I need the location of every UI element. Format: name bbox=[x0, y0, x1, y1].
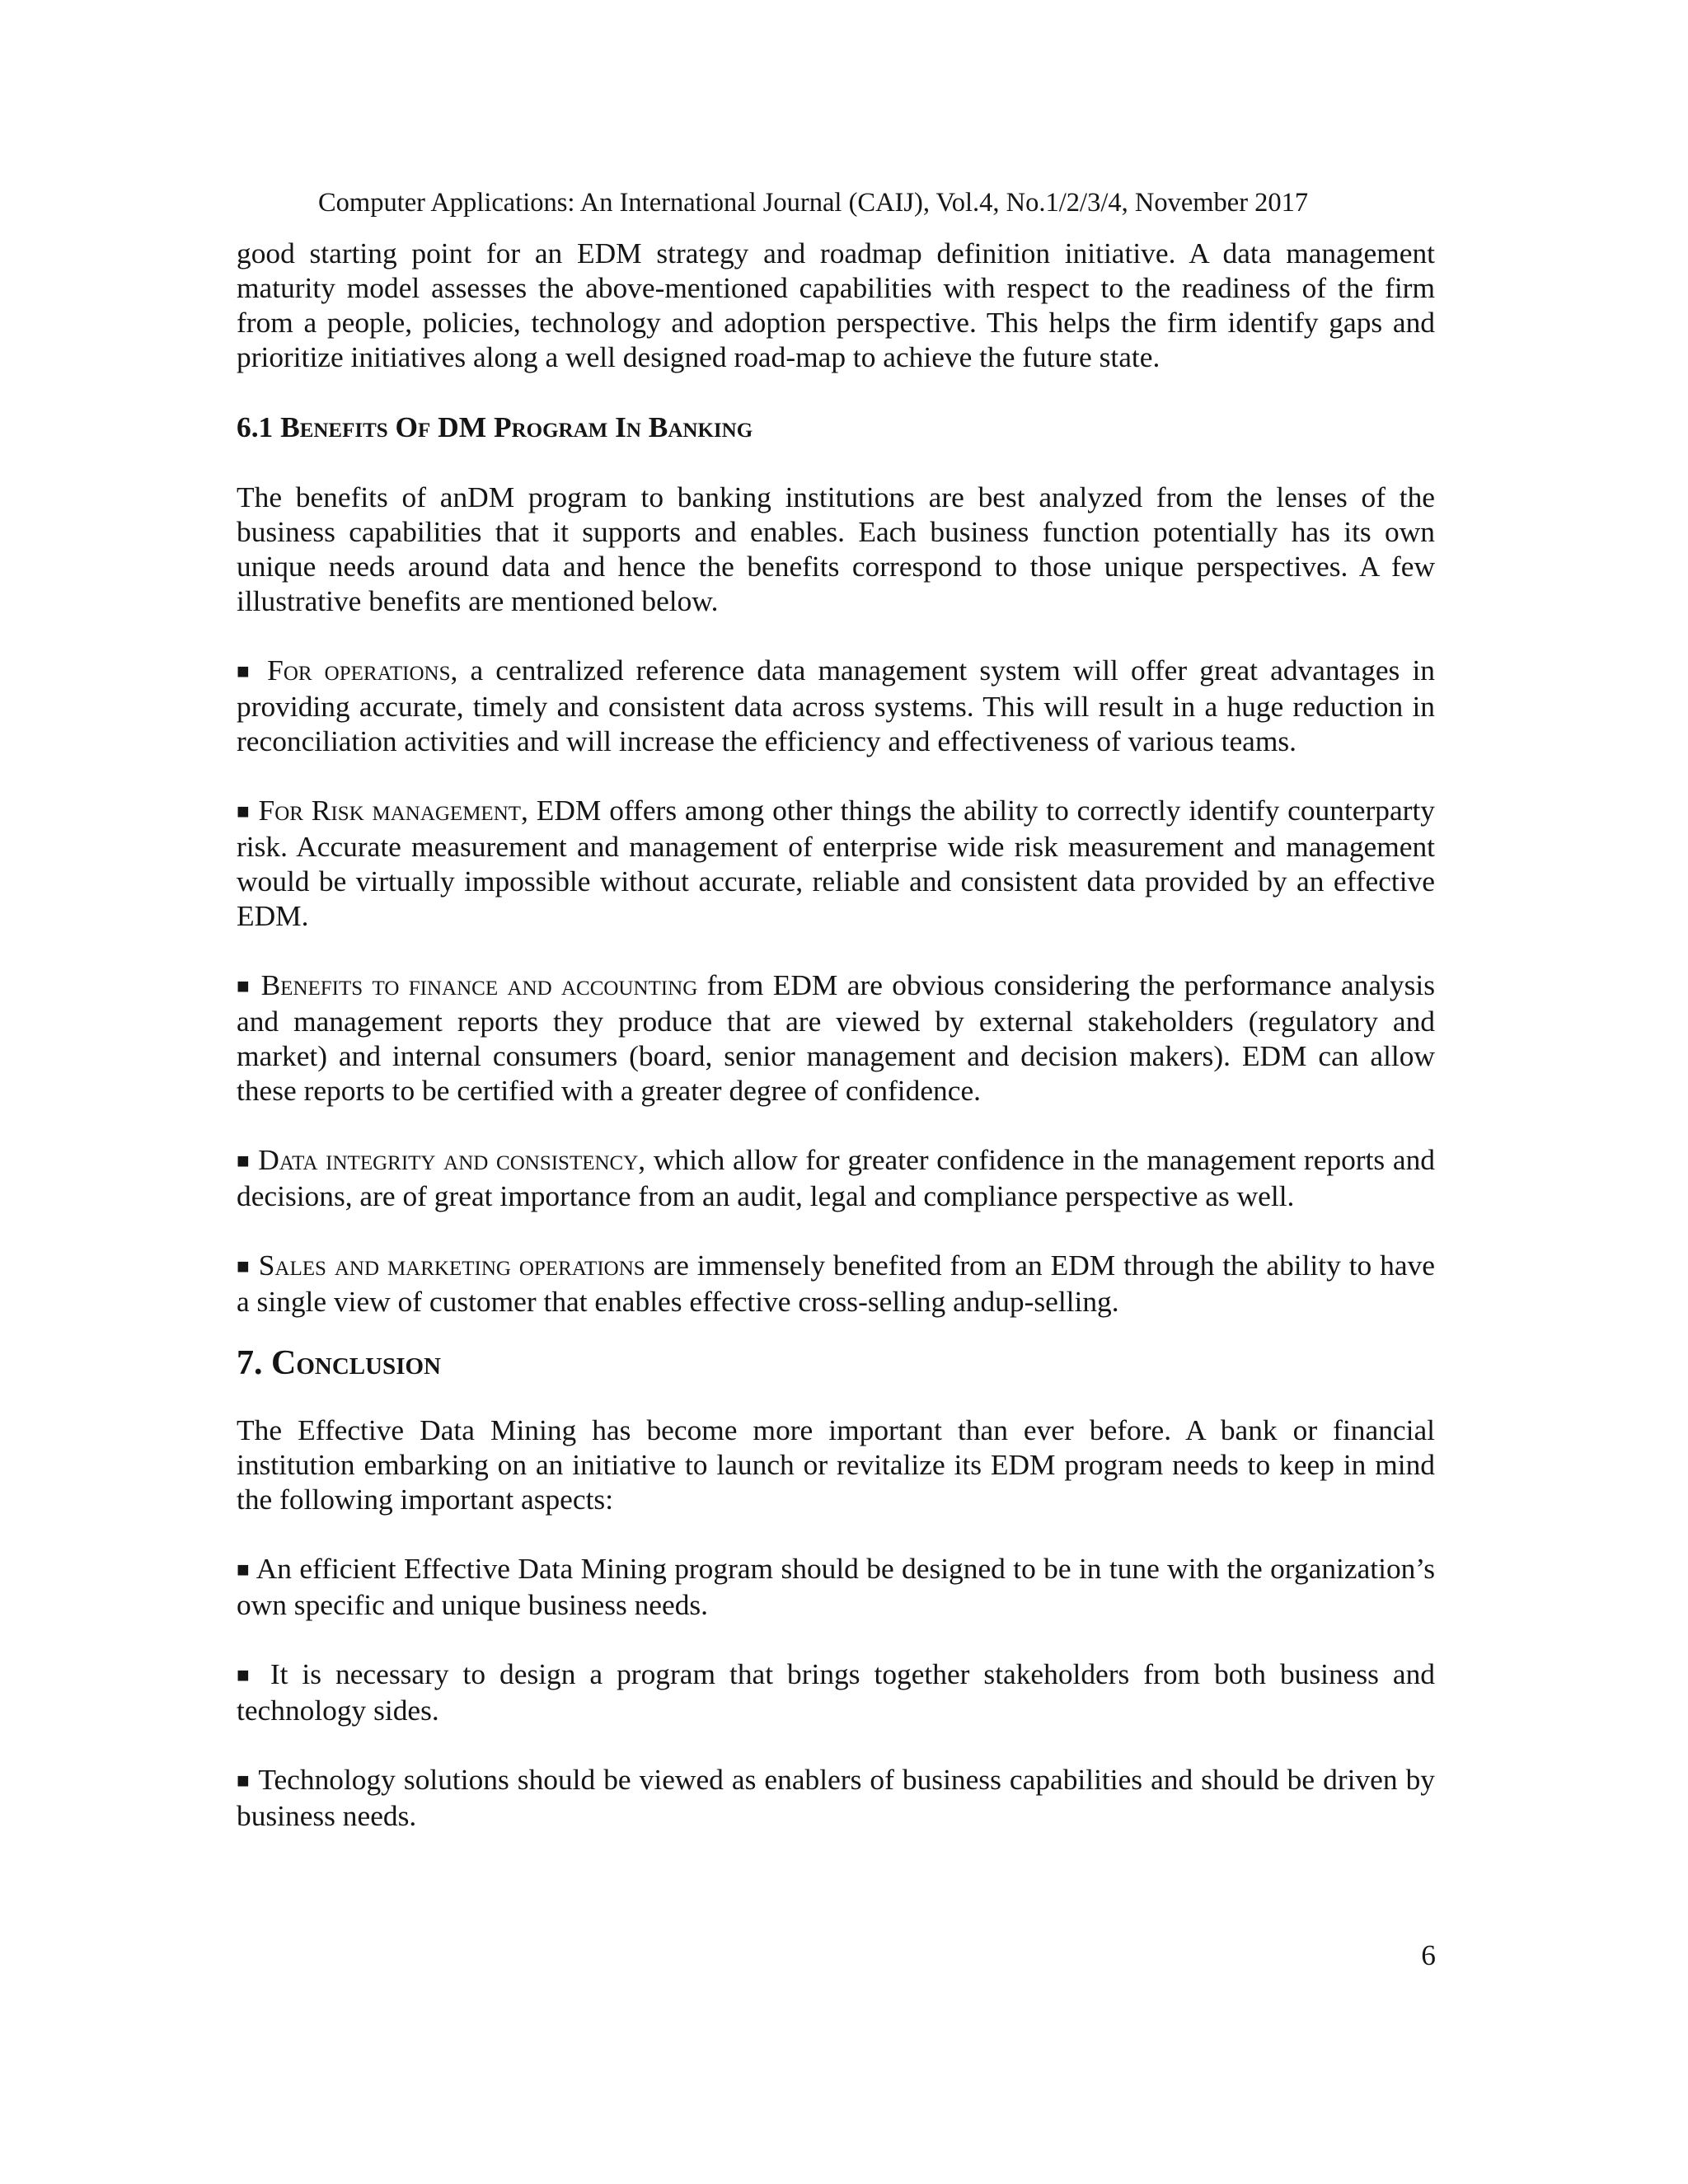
conclusion-text: An efficient Effective Data Mining program should be designed to be in tune with the organization’s own specific and unique business needs. bbox=[237, 1552, 1435, 1621]
benefit-text: , a centralized reference data management system will offer great advantages in providing accurate, timely and consistent data across systems. This will result in a huge reduction in reconciliation activities and will increase the efficiency and effectiveness of various teams. bbox=[237, 654, 1435, 757]
bullet-square-icon: ■ bbox=[237, 1149, 251, 1173]
benefit-item-data-integrity bbox=[237, 1142, 1435, 1213]
benefit-text: , which allow for greater confidence in the management reports and decisions, are of great importance from an audit, legal and compliance perspective as well. bbox=[237, 1143, 1435, 1212]
page-body bbox=[237, 236, 1435, 1833]
benefit-lead-term: For Risk management bbox=[258, 794, 522, 827]
benefit-item-finance bbox=[237, 968, 1435, 1108]
page-number: 6 bbox=[1421, 1938, 1436, 1971]
benefit-lead-term: For operations bbox=[267, 654, 451, 687]
benefit-lead-term: Data integrity and consistency bbox=[258, 1143, 639, 1176]
bullet-square-icon: ■ bbox=[237, 1558, 251, 1582]
bullet-square-icon: ■ bbox=[237, 659, 255, 683]
running-header: Computer Applications: An International Journal (CAIJ), Vol.4, No.1/2/3/4, November 2017 bbox=[318, 188, 1309, 218]
bullet-square-icon: ■ bbox=[237, 1663, 256, 1687]
benefit-text: are immensely benefited from an EDM through the ability to have a single view of customer that enables effective cross-selling andup-selling. bbox=[237, 1249, 1435, 1318]
benefit-item-sales bbox=[237, 1248, 1435, 1319]
benefit-lead-term: Sales and marketing operations bbox=[258, 1249, 645, 1282]
conclusion-text: It is necessary to design a program that brings together stakeholders from both business and technology sides. bbox=[237, 1657, 1435, 1727]
conclusion-item bbox=[237, 1657, 1435, 1727]
section-6-1-intro: The benefits of anDM program to banking institutions are best analyzed from the lenses of the business capabilities that it supports and enables. Each business function potentially has its own unique needs around data and hence the benefits correspond to those unique perspectives. A few illustrative benefits are mentioned below. bbox=[237, 480, 1435, 617]
bullet-square-icon: ■ bbox=[237, 1769, 251, 1793]
section-7-intro: The Effective Data Mining has become more important than ever before. A bank or financial institution embarking on an initiative to launch or revitalize its EDM program needs to keep in mind the following important aspects: bbox=[237, 1413, 1435, 1516]
section-7-heading: 7. Conclusion bbox=[237, 1344, 441, 1382]
bullet-square-icon: ■ bbox=[237, 799, 251, 823]
intro-paragraph: good starting point for an EDM strategy and roadmap definition initiative. A data management maturity model assesses the above-mentioned capabilities with respect to the readiness of the firm from a people, policies, technology and adoption perspective. This helps the firm identify gaps and prioritize initiatives along a well designed road-map to achieve the future state. bbox=[237, 237, 1435, 373]
section-6-1-heading: 6.1 Benefits Of DM Program In Banking bbox=[237, 410, 753, 443]
conclusion-item bbox=[237, 1762, 1435, 1833]
benefit-item-operations bbox=[237, 653, 1435, 758]
conclusion-text: Technology solutions should be viewed as enablers of business capabilities and should be driven by business needs. bbox=[237, 1763, 1435, 1832]
bullet-square-icon: ■ bbox=[237, 1254, 251, 1278]
conclusion-item bbox=[237, 1551, 1435, 1622]
benefit-text: , EDM offers among other things the ability to correctly identify counterparty risk. Accurate measurement and management of enterprise wide risk measurement and management would be virtually impossible without accurate, reliable and consistent data provided by an effective EDM. bbox=[237, 794, 1435, 932]
benefit-text: from EDM are obvious considering the performance analysis and management reports they produce that are viewed by external stakeholders (regulatory and market) and internal consumers (board, senior management and decision makers). EDM can allow these reports to be certified with a greater degree of confidence. bbox=[237, 968, 1435, 1107]
benefit-lead-term: Benefits to finance and accounting bbox=[260, 968, 698, 1001]
benefit-item-risk bbox=[237, 793, 1435, 933]
bullet-square-icon: ■ bbox=[237, 974, 252, 998]
